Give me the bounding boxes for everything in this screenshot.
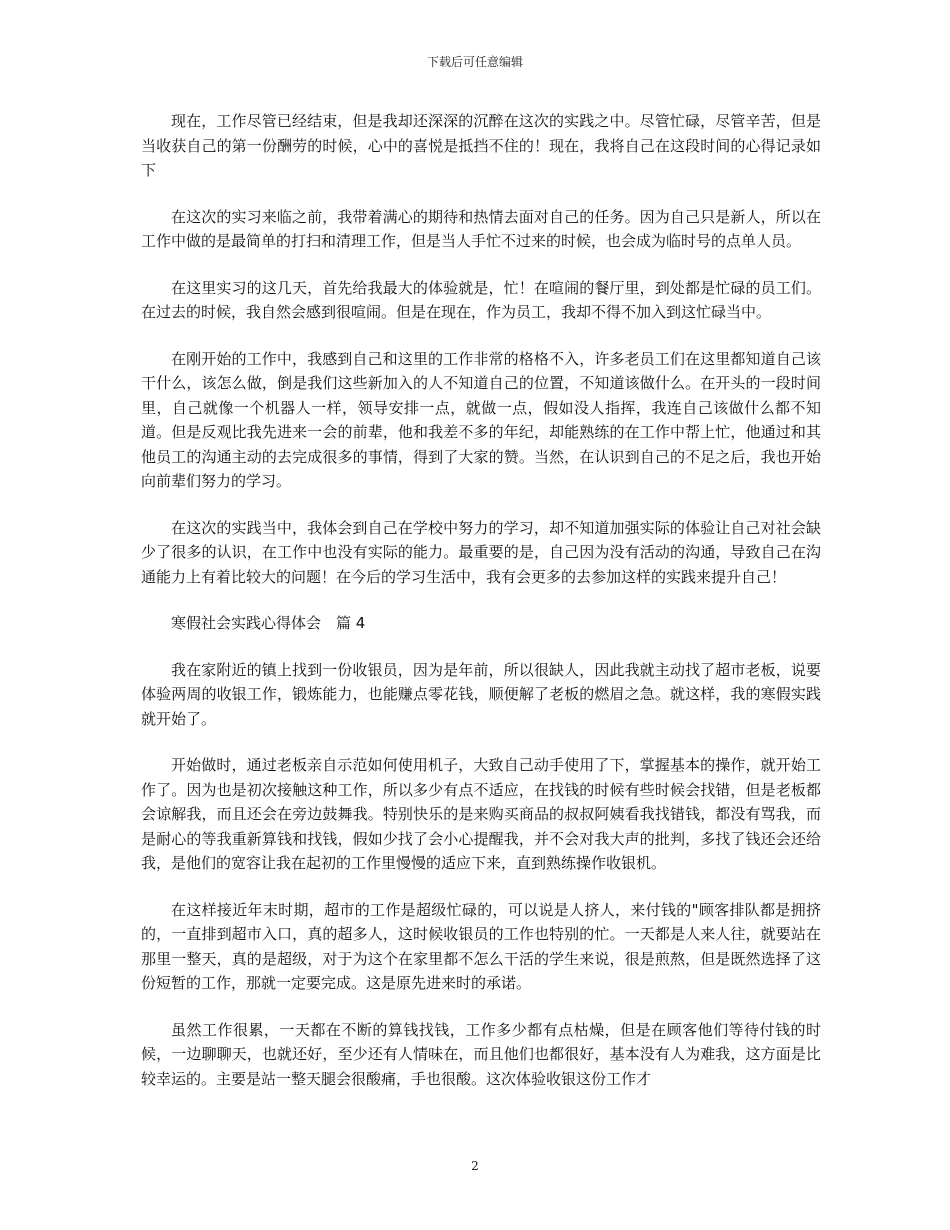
paragraph: 在这次的实践当中，我体会到自己在学校中努力的学习，却不知道加强实际的体验让自己对社会缺少了很多的认识，在工作中也没有实际的能力。最重要的是，自己因为没有活动的沟通，导致自己在沟通能力上有着比较大的问题！在今后的学习生活中，我有会更多的去参加这样的实践来提升自己！ — [141, 518, 821, 586]
paragraph: 虽然工作很累，一天都在不断的算钱找钱，工作多少都有点枯燥，但是在顾客他们等待付钱的时候，一边聊聊天，也就还好，至少还有人情味在，而且他们也都很好，基本没有人为难我，这方面是比较幸运的。主要是站一整天腿会很酸痛，手也很酸。这次体验收银这份工作才 — [141, 1020, 821, 1088]
paragraph: 在这次的实习来临之前，我带着满心的期待和热情去面对自己的任务。因为自己只是新人，所以在工作中做的是最简单的打扫和清理工作，但是当人手忙不过来的时候，也会成为临时号的点单人员。 — [141, 207, 821, 250]
paragraph: 在刚开始的工作中，我感到自己和这里的工作非常的格格不入，许多老员工们在这里都知道自己该干什么，该怎么做，倒是我们这些新加入的人不知道自己的位置，不知道该做什么。在开头的一段时间里，自己就像一个机器人一样，领导安排一点，就做一点，假如没人指挥，我连自己该做什么都不知道。但是反观比我先进来一会的前辈，他和我差不多的年纪，却能熟练的在工作中帮上忙，他通过和其他员工的沟通主动的去完成很多的事情，得到了大家的赞。当然，在认识到自己的不足之后，我也开始向前辈们努力的学习。 — [141, 349, 821, 490]
paragraph: 在这里实习的这几天，首先给我最大的体验就是，忙！在喧闹的餐厅里，到处都是忙碌的员工们。在过去的时候，我自然会感到很喧闹。但是在现在，作为员工，我却不得不加入到这忙碌当中。 — [141, 278, 821, 321]
page-number: 2 — [471, 1159, 479, 1173]
section-heading: 寒假社会实践心得体会 篇 4 — [171, 614, 366, 632]
page-header: 下载后可任意编辑 — [426, 55, 523, 69]
document-body — [141, 109, 821, 1113]
paragraph: 我在家附近的镇上找到一份收银员，因为是年前，所以很缺人，因此我就主动找了超市老板，说要体验两周的收银工作，锻炼能力，也能赚点零花钱，顺便解了老板的燃眉之急。就这样，我的寒假实践就开始了。 — [141, 660, 821, 728]
paragraph: 现在，工作尽管已经结束，但是我却还深深的沉醉在这次的实践之中。尽管忙碌，尽管辛苦，但是当收获自己的第一份酬劳的时候，心中的喜悦是抵挡不住的！现在，我将自己在这段时间的心得记录如下 — [141, 112, 821, 179]
paragraph: 开始做时，通过老板亲自示范如何使用机子，大致自己动手使用了下，掌握基本的操作，就开始工作了。因为也是初次接触这种工作，所以多少有点不适应，在找钱的时候有些时候会找错，但是老板都会谅解我，而且还会在旁边鼓舞我。特别快乐的是来购买商品的叔叔阿姨看我找错钱，都没有骂我，而是耐心的等我重新算钱和找钱，假如少找了会小心提醒我，并不会对我大声的批判，多找了钱还会还给我，是他们的宽容让我在起初的工作里慢慢的适应下来，直到熟练操作收银机。 — [141, 756, 821, 872]
paragraph: 在这样接近年末时期，超市的工作是超级忙碌的，可以说是人挤人，来付钱的"顾客排队都是拥挤的，一直排到超市入口，真的超多人，这时候收银员的工作也特别的忙。一天都是人来人往，就要站在那里一整天，真的是超级，对于为这个在家里都不怎么干活的学生来说，很是煎熬，但是既然选择了这份短暂的工作，那就一定要完成。这是原先进来时的承诺。 — [141, 900, 821, 992]
